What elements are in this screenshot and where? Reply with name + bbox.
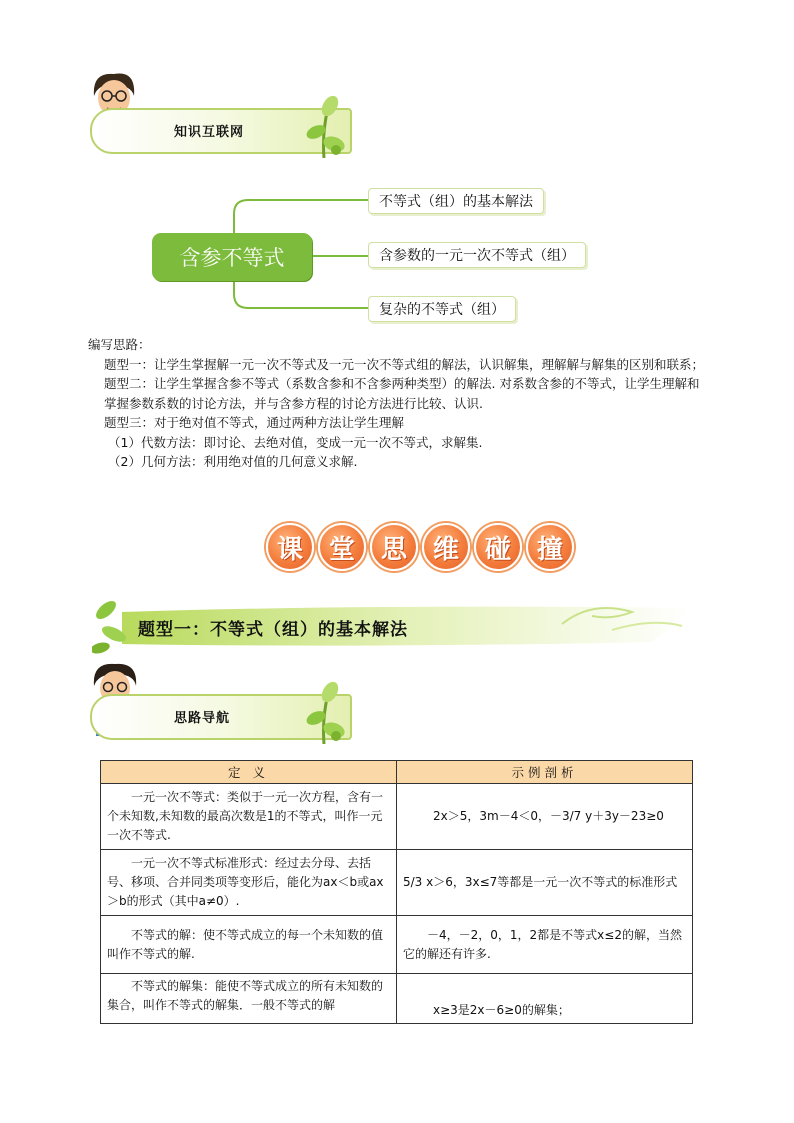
notes-item-2: 题型二：让学生掌握含参不等式（系数含参和不含参两种类型）的解法. 对系数含参的不等式，让学生理解和掌握参数系数的讨论方法，并与含参方程的讨论方法进行比较、认识. xyxy=(104,376,700,411)
banner-label: 思路导航 xyxy=(174,711,231,726)
mindmap-branch-2: 含参数的一元一次不等式（组） xyxy=(368,242,586,268)
notes-item-3: 题型三：对于绝对值不等式，通过两种方法让学生理解 xyxy=(104,415,405,430)
table-cell-definition: 不等式的解：使不等式成立的每一个未知数的值叫作不等式的解. xyxy=(101,916,397,974)
notes-item-4: （1）代数方法：即讨论、去绝对值，变成一元一次不等式，求解集. xyxy=(108,434,483,450)
mindmap-root: 含参不等式 xyxy=(152,233,312,281)
banner-label: 知识互联网 xyxy=(174,125,245,140)
table-row xyxy=(101,916,693,974)
mindmap-branch-3: 复杂的不等式（组） xyxy=(368,296,516,322)
table-row xyxy=(101,784,693,850)
section-title xyxy=(266,523,574,571)
writing-notes xyxy=(88,335,708,472)
table-cell-example: －4，－2，0，1，2都是不等式x≤2的解，当然它的解还有许多. xyxy=(397,916,693,974)
section-title-char: 课 xyxy=(266,523,314,571)
leaf-sprout-icon xyxy=(300,678,350,744)
section-title-char: 维 xyxy=(422,523,470,571)
notes-item-5: （2）几何方法：利用绝对值的几何意义求解. xyxy=(108,454,358,469)
notes-heading: 编写思路： xyxy=(88,337,151,352)
table-cell-definition: 不等式的解集：能使不等式成立的所有未知数的集合，叫作不等式的解集．一般不等式的解 xyxy=(101,974,397,1024)
table-row xyxy=(101,974,693,1024)
table-header: 定 义 xyxy=(101,761,397,784)
table-header-row xyxy=(101,761,693,784)
leaf-sprout-icon xyxy=(300,92,350,158)
table-cell-example: 5/3 x＞6，3x≤7等都是一元一次不等式的标准形式 xyxy=(397,850,693,916)
type1-title: 题型一：不等式（组）的基本解法 xyxy=(138,620,408,640)
table-header: 示例剖析 xyxy=(397,761,693,784)
table-cell-example: 2x＞5，3m－4＜0，－3/7 y＋3y－23≥0 xyxy=(397,784,693,850)
table-row xyxy=(101,850,693,916)
mindmap-branch-1: 不等式（组）的基本解法 xyxy=(368,188,544,214)
section-title-char: 撞 xyxy=(526,523,574,571)
section-title-char: 碰 xyxy=(474,523,522,571)
section-title-char: 堂 xyxy=(318,523,366,571)
notes-item-1: 题型一：让学生掌握解一元一次不等式及一元一次不等式组的解法，认识解集，理解解与解集的区别和联系； xyxy=(104,356,705,372)
table-cell-definition: 一元一次不等式标准形式：经过去分母、去括号、移项、合并同类项等变形后，能化为ax＜b或ax＞b的形式（其中a≠0）. xyxy=(101,850,397,916)
section-title-char: 思 xyxy=(370,523,418,571)
table-cell-example: x≥3是2x－6≥0的解集； xyxy=(397,974,693,1024)
definition-table xyxy=(100,760,693,1024)
table-cell-definition: 一元一次不等式：类似于一元一次方程，含有一个未知数,未知数的最高次数是1的不等式，叫作一元一次不等式. xyxy=(101,784,397,850)
